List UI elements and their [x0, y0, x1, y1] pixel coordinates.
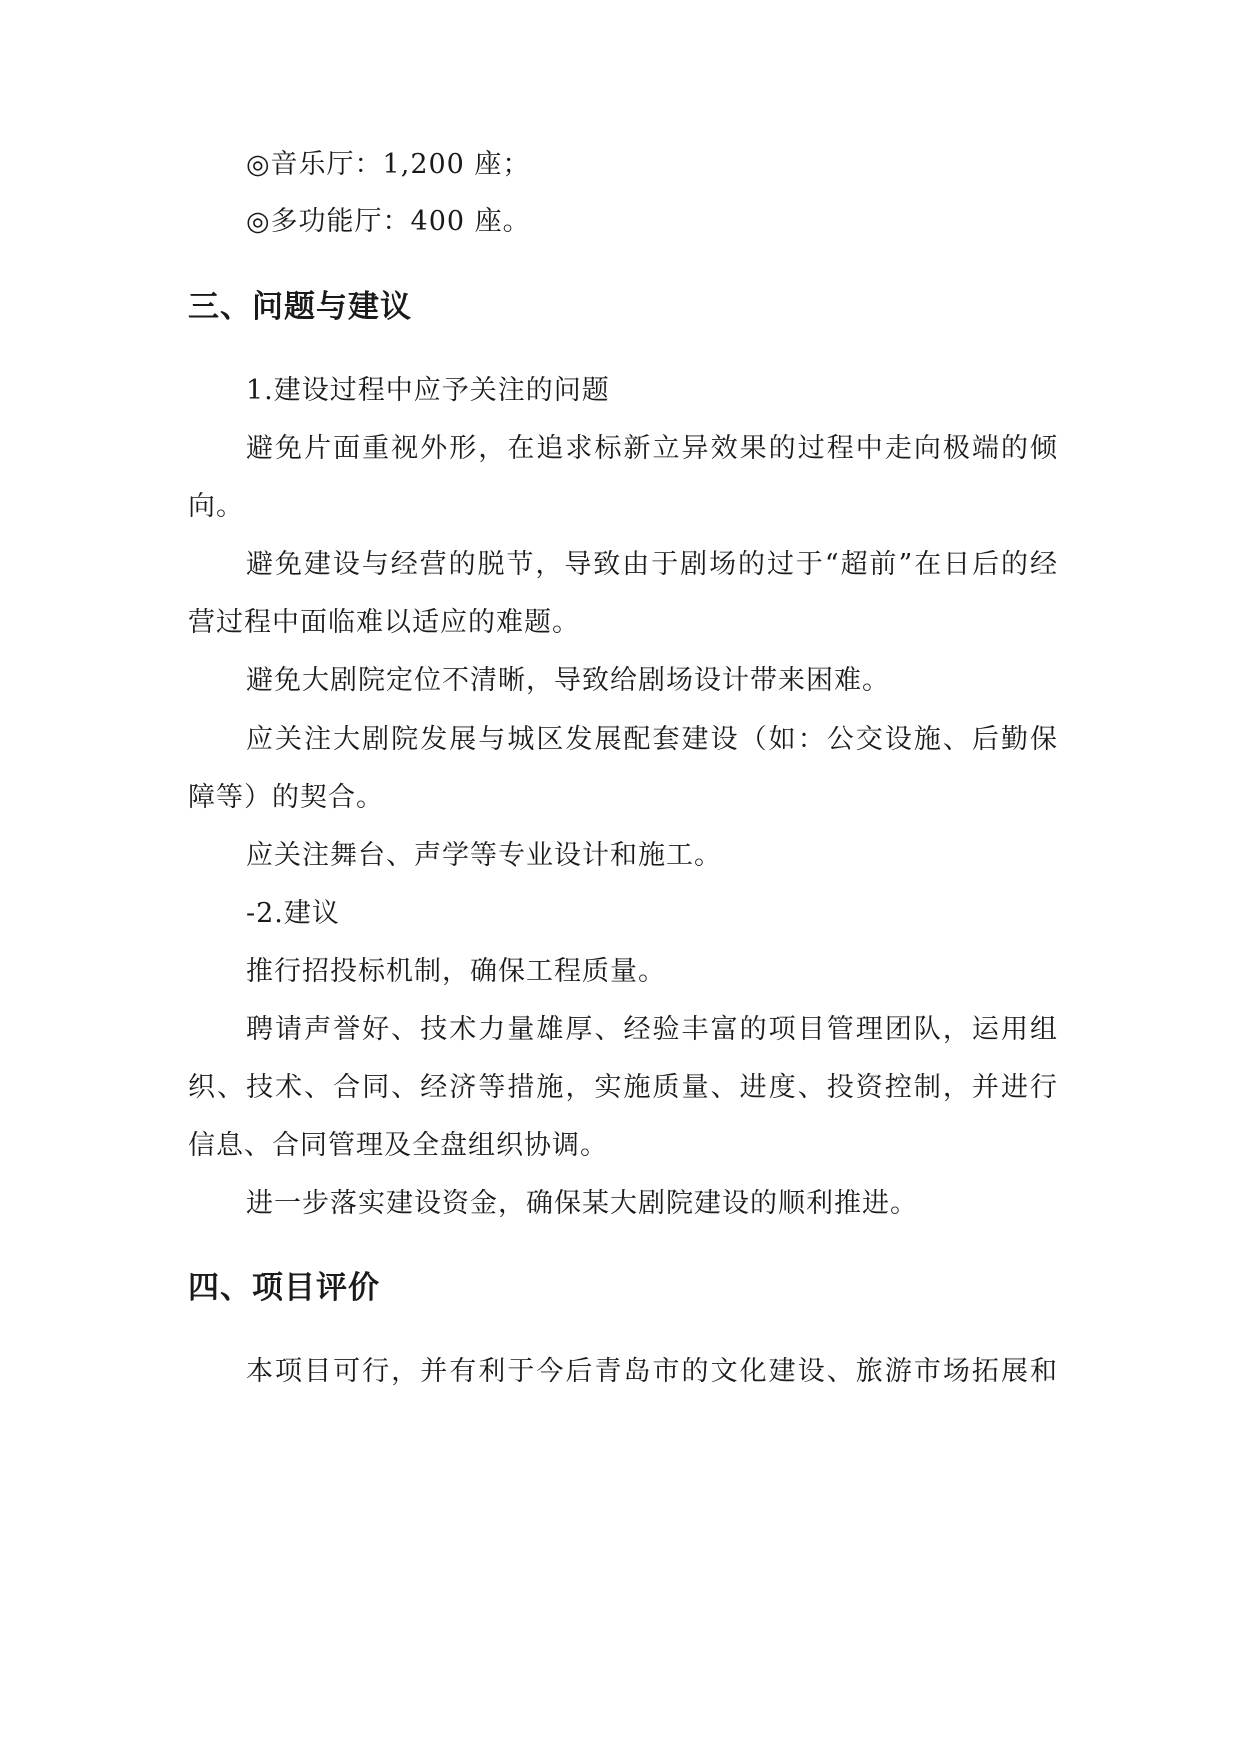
subheading-suggestions: -2.建议: [246, 898, 340, 929]
paragraph-line: 障等）的契合。: [188, 782, 384, 813]
paragraph-line: 避免建设与经营的脱节，导致由于剧场的过于“超前”在日后的经: [246, 549, 1058, 580]
paragraph-line: 聘请声誉好、技术力量雄厚、经验丰富的项目管理团队，运用组: [246, 1014, 1058, 1045]
paragraph-line: 本项目可行，并有利于今后青岛市的文化建设、旅游市场拓展和: [246, 1356, 1058, 1387]
paragraph-line: 避免大剧院定位不清晰，导致给剧场设计带来困难。: [246, 665, 890, 696]
section-heading-evaluation: 四、项目评价: [188, 1270, 380, 1306]
paragraph-line: 织、技术、合同、经济等措施，实施质量、进度、投资控制，并进行: [188, 1072, 1058, 1103]
section-heading-issues: 三、问题与建议: [188, 289, 412, 325]
subheading-issues: 1.建设过程中应予关注的问题: [246, 375, 610, 406]
seat-item-concert-hall: ◎音乐厅：1,200 座；: [246, 149, 531, 180]
paragraph-line: 避免片面重视外形，在追求标新立异效果的过程中走向极端的倾: [246, 433, 1058, 464]
paragraph-line: 推行招投标机制，确保工程质量。: [246, 956, 666, 987]
paragraph-line: 应关注舞台、声学等专业设计和施工。: [246, 840, 722, 871]
paragraph-line: 信息、合同管理及全盘组织协调。: [188, 1130, 608, 1161]
paragraph-line: 应关注大剧院发展与城区发展配套建设（如：公交设施、后勤保: [246, 724, 1058, 755]
paragraph-line: 进一步落实建设资金，确保某大剧院建设的顺利推进。: [246, 1188, 918, 1219]
paragraph-line: 营过程中面临难以适应的难题。: [188, 607, 580, 638]
paragraph-line: 向。: [188, 491, 244, 522]
seat-item-multifunction-hall: ◎多功能厅：400 座。: [246, 206, 531, 237]
